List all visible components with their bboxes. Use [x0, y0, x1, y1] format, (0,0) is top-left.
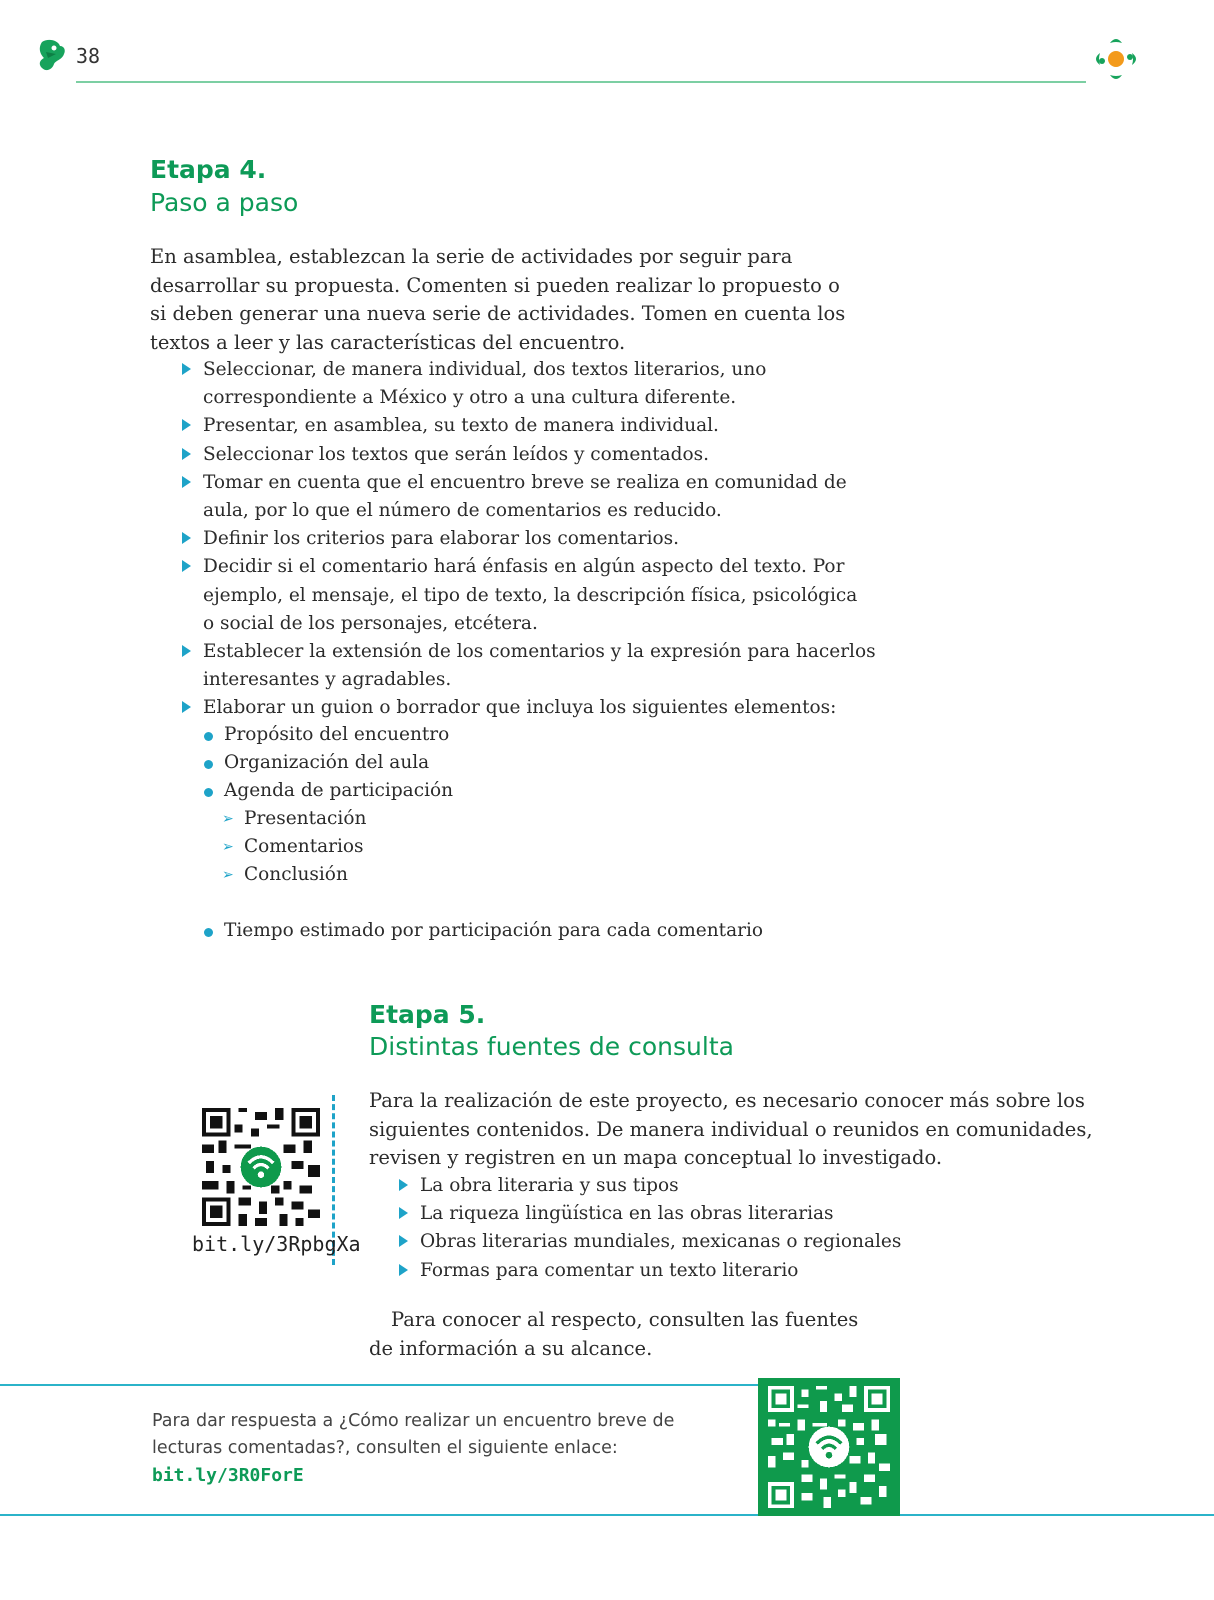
agenda-list [222, 805, 366, 890]
page-number: 38 [76, 44, 101, 68]
time-list [202, 917, 763, 945]
guide-element-item: Organización del aula [202, 749, 453, 777]
step-item: Elaborar un guion o borrador que incluya los siguientes elementos: [179, 694, 876, 722]
guide-element-item: Propósito del encuentro [202, 721, 453, 749]
flower-logo-icon [1090, 33, 1142, 85]
stage4-intro-line: si deben generar una nueva serie de actividades. Tomen en cuenta los [150, 302, 846, 325]
stage5-intro-line: revisen y registren en un mapa conceptual lo investigado. [369, 1146, 943, 1169]
stage5-intro-line: Para la realización de este proyecto, es necesario conocer más sobre los [369, 1089, 1085, 1112]
footer-box-top-rule [0, 1384, 758, 1386]
footer-text-line: lecturas comentadas?, consulten el siguiente enlace: [152, 1438, 618, 1458]
step-item: Tomar en cuenta que el encuentro breve se realiza en comunidad de aula, por lo que el número de comentarios es reducido. [179, 469, 876, 525]
qr-link[interactable]: bit.ly/3RpbgXa [192, 1232, 361, 1256]
step-item: Definir los criterios para elaborar los comentarios. [179, 525, 876, 553]
footer-box-bottom-rule [0, 1514, 1214, 1516]
stage5-topics-list [396, 1172, 901, 1285]
header-rule [76, 81, 1086, 83]
guide-elements-list [202, 721, 453, 806]
stage5-closing-line: Para conocer al respecto, consulten las fuentes [391, 1308, 859, 1331]
stage5-intro [369, 1087, 1093, 1173]
step-item: Seleccionar los textos que serán leídos y comentados. [179, 441, 876, 469]
topic-item: Formas para comentar un texto literario [396, 1257, 901, 1285]
agenda-item: ➢ Presentación [222, 805, 366, 833]
step-item: Presentar, en asamblea, su texto de manera individual. [179, 412, 876, 440]
step-item: Decidir si el comentario hará énfasis en algún aspecto del texto. Por ejemplo, el mensaje, el tipo de texto, la descripción física, psicológica o social de los personajes, etcétera. [179, 553, 876, 638]
stage5-number: Etapa 5. [369, 1000, 486, 1029]
step-item: Seleccionar, de manera individual, dos textos literarios, uno correspondiente a México y otro a una cultura diferente. [179, 356, 876, 412]
stage4-title: Paso a paso [150, 188, 299, 217]
stage4-steps-list [179, 356, 876, 723]
stage4-intro-line: En asamblea, establezcan la serie de actividades por seguir para [150, 245, 793, 268]
stage4-intro-line: textos a leer y las características del encuentro. [150, 330, 626, 354]
step-item: Establecer la extensión de los comentarios y la expresión para hacerlos interesantes y agradables. [179, 638, 876, 694]
footer-link[interactable]: bit.ly/3R0ForE [152, 1465, 304, 1486]
footer-text [152, 1408, 674, 1489]
stage5-title: Distintas fuentes de consulta [369, 1032, 734, 1061]
qr-code-icon[interactable] [768, 1386, 890, 1508]
guide-element-item: Agenda de participación [202, 777, 453, 805]
stage5-intro-line: siguientes contenidos. De manera individual o reunidos en comunidades, [369, 1117, 1093, 1141]
time-item: Tiempo estimado por participación para cada comentario [202, 917, 763, 945]
stage4-number: Etapa 4. [150, 155, 267, 184]
topic-item: Obras literarias mundiales, mexicanas o regionales [396, 1228, 901, 1256]
agenda-item: ➢ Comentarios [222, 833, 366, 861]
quetzalcoatl-icon [36, 38, 68, 74]
agenda-item: ➢ Conclusión [222, 861, 366, 889]
topic-item: La riqueza lingüística en las obras literarias [396, 1200, 901, 1228]
topic-item: La obra literaria y sus tipos [396, 1172, 901, 1200]
stage4-intro-line: desarrollar su propuesta. Comenten si pueden realizar lo propuesto o [150, 273, 840, 297]
qr-code-icon[interactable] [202, 1108, 320, 1226]
stage5-closing-line: de información a su alcance. [369, 1336, 653, 1360]
footer-text-line: Para dar respuesta a ¿Cómo realizar un encuentro breve de [152, 1411, 675, 1431]
stage5-closing [369, 1306, 858, 1363]
stage4-intro [150, 243, 845, 357]
